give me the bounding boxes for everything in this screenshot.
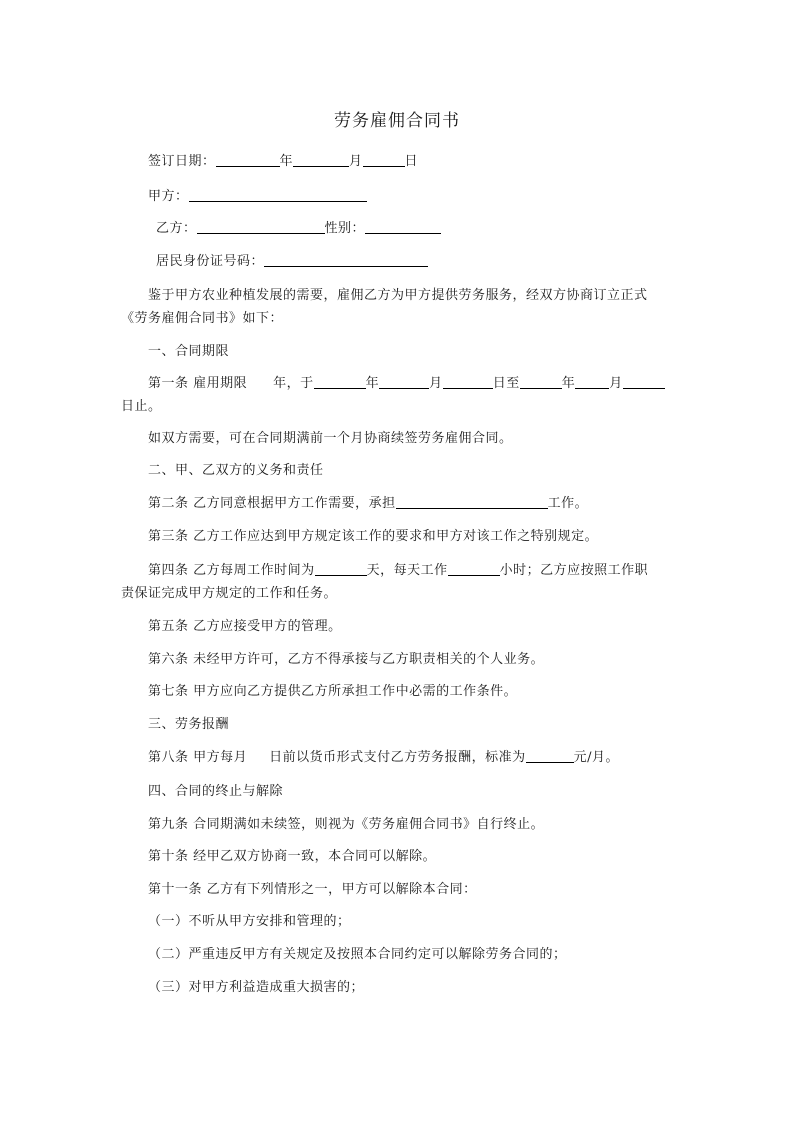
id-line (156, 253, 428, 271)
article-8-suffix: 元/月。 (573, 750, 620, 765)
end-year-blank[interactable] (520, 375, 562, 389)
party-a-line (148, 188, 367, 206)
article-5: 第五条 乙方应接受甲方的管理。 (148, 619, 342, 634)
section-3-heading: 三、劳务报酬 (148, 717, 230, 732)
section-4-heading: 四、合同的终止与解除 (148, 784, 284, 799)
gender-blank[interactable] (365, 220, 441, 234)
article-4-prefix: 第四条 乙方每周工作时间为 (148, 563, 315, 578)
sign-day-blank[interactable] (363, 153, 405, 167)
article-8-mid: 日前以货币形式支付乙方劳务报酬，标准为 (269, 750, 526, 765)
days-blank[interactable] (315, 562, 367, 576)
article-11-item-3: （三）对甲方利益造成重大损害的； (148, 980, 365, 995)
sign-month-blank[interactable] (293, 153, 349, 167)
article-2-suffix: 工作。 (547, 496, 589, 511)
article-11: 第十一条 乙方有下列情形之一，甲方可以解除本合同： (148, 882, 477, 897)
end-month-label: 月 (609, 376, 623, 391)
article-2-line (148, 495, 588, 513)
party-b-blank[interactable] (197, 220, 325, 234)
start-month-blank[interactable] (379, 375, 429, 389)
article-4-mid: 天，每天工作 (366, 563, 448, 578)
year-label: 年 (279, 154, 294, 169)
id-blank[interactable] (264, 253, 428, 267)
article-11-item-2: （二）严重违反甲方有关规定及按照本合同约定可以解除劳务合同的； (148, 947, 567, 962)
end-year-label: 年 (561, 376, 576, 391)
article-1-prefix: 第一条 雇用期限 (148, 376, 248, 391)
article-8-line (148, 749, 619, 767)
section-2-heading: 二、甲、乙双方的义务和责任 (148, 463, 324, 478)
article-10: 第十条 经甲乙双方协商一致，本合同可以解除。 (148, 849, 437, 864)
article-1-end: 日止。 (121, 399, 162, 414)
end-month-blank[interactable] (575, 375, 609, 389)
sign-date-label: 签订日期： (148, 154, 216, 169)
section-1-heading: 一、合同期限 (148, 344, 230, 359)
preamble-line-2: 《劳务雇佣合同书》如下： (121, 311, 284, 326)
article-4-line-2: 责保证完成甲方规定的工作和任务。 (121, 586, 338, 601)
party-b-line (156, 220, 441, 238)
article-6: 第六条 未经甲方许可，乙方不得承接与乙方职责相关的个人业务。 (148, 652, 545, 667)
salary-blank[interactable] (526, 749, 574, 763)
article-2-prefix: 第二条 乙方同意根据甲方工作需要，承担 (148, 496, 396, 511)
end-day-blank[interactable] (623, 375, 665, 389)
article-7: 第七条 甲方应向乙方提供乙方所承担工作中必需的工作条件。 (148, 684, 518, 699)
article-1-line (148, 375, 665, 393)
preamble-line-1: 鉴于甲方农业种植发展的需要，雇佣乙方为甲方提供劳务服务，经双方协商订立正式 (148, 288, 648, 303)
start-year-blank[interactable] (314, 375, 366, 389)
article-8-prefix: 第八条 甲方每月 (148, 750, 248, 765)
sign-year-blank[interactable] (216, 153, 280, 167)
article-4-line (148, 562, 648, 580)
document-title: 劳务雇佣合同书 (334, 111, 460, 131)
gender-label: 性别： (324, 221, 366, 236)
start-day-blank[interactable] (443, 375, 493, 389)
day-to-label: 日至 (492, 376, 520, 391)
party-a-blank[interactable] (189, 188, 367, 202)
article-1-year-label: 年，于 (273, 376, 314, 391)
hours-blank[interactable] (448, 562, 500, 576)
renew-clause: 如双方需要，可在合同期满前一个月协商续签劳务雇佣合同。 (148, 431, 513, 446)
article-3: 第三条 乙方工作应达到甲方规定该工作的要求和甲方对该工作之特别规定。 (148, 529, 599, 544)
id-label: 居民身份证号码： (156, 254, 265, 269)
start-year-label: 年 (365, 376, 380, 391)
month-label: 月 (349, 154, 363, 169)
party-b-label: 乙方： (156, 221, 197, 236)
sign-date-line (148, 153, 418, 171)
work-blank[interactable] (396, 495, 548, 509)
party-a-label: 甲方： (148, 189, 189, 204)
day-label: 日 (404, 154, 419, 169)
start-month-label: 月 (429, 376, 443, 391)
article-9: 第九条 合同期满如未续签，则视为《劳务雇佣合同书》自行终止。 (148, 817, 545, 832)
article-4-suffix: 小时；乙方应按照工作职 (499, 563, 649, 578)
article-11-item-1: （一）不听从甲方安排和管理的； (148, 914, 351, 929)
